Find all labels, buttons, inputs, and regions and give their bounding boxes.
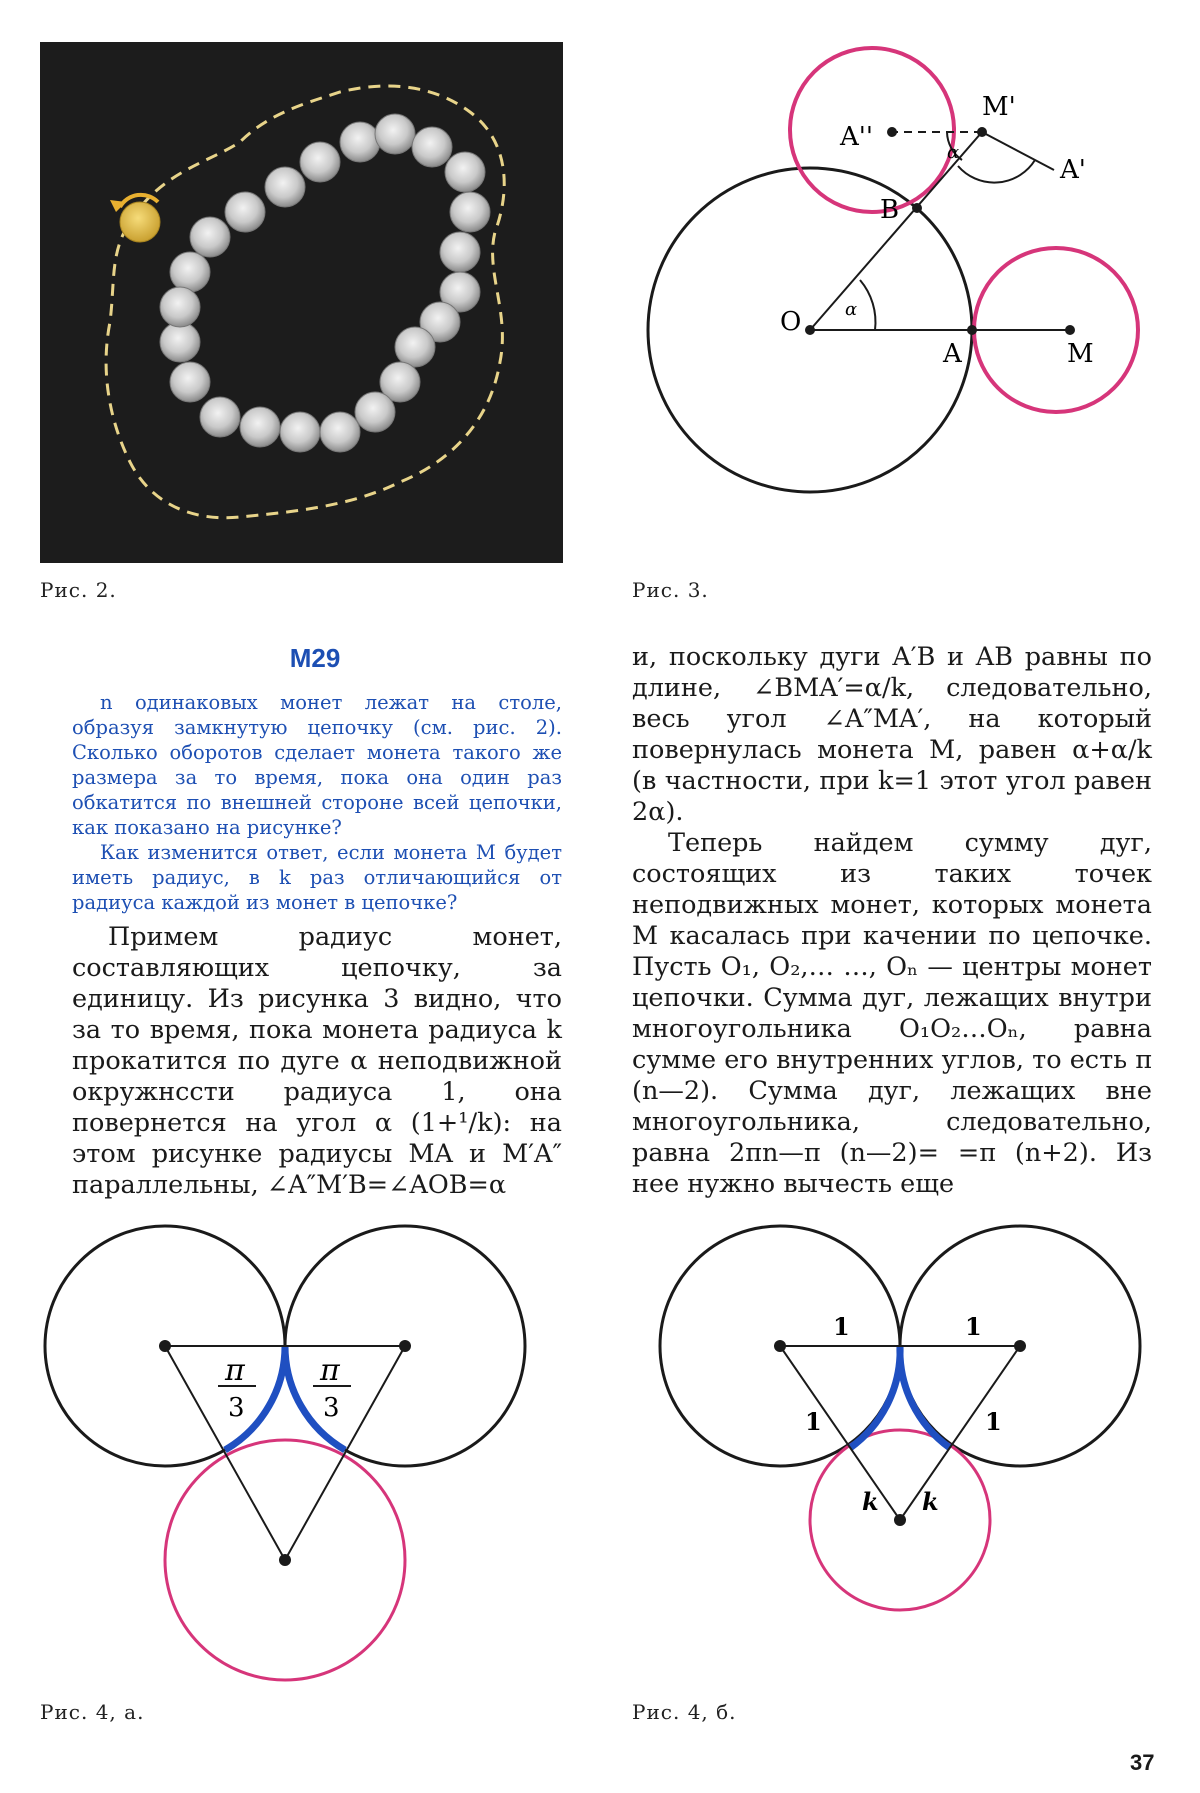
radius-M-prime-A-prime xyxy=(982,132,1054,170)
point-B xyxy=(912,203,922,213)
center-triangle xyxy=(165,1346,405,1560)
coin-group xyxy=(160,114,490,452)
coin xyxy=(440,232,480,272)
center-left xyxy=(159,1340,171,1352)
label-A-double-prime: A'' xyxy=(840,122,874,152)
coin xyxy=(355,392,395,432)
label-B: B xyxy=(880,195,900,225)
coin xyxy=(375,114,415,154)
solution-right-column xyxy=(632,642,1152,1200)
coin xyxy=(280,412,320,452)
point-A-double-prime xyxy=(887,127,897,137)
coin xyxy=(450,192,490,232)
angle-arc-rotation xyxy=(958,160,1035,183)
side-label-left: 1 xyxy=(805,1407,822,1436)
center-bottom xyxy=(279,1554,291,1566)
point-A xyxy=(967,325,977,335)
fig4a-caption: Рис. 4, а. xyxy=(40,1700,145,1724)
coin-chain-illustration xyxy=(40,42,563,563)
coin xyxy=(300,142,340,182)
coin xyxy=(170,252,210,292)
coin xyxy=(240,407,280,447)
side-label-right: 1 xyxy=(985,1407,1002,1436)
solution-paragraph-1: Примем радиус монет, составляющих цепочку, за единицу. Из рисунка 3 видно, что за то время, пока монета радиуса k прокатится по дуге α неподвижной окружнссти радиуса 1, она повернется на угол α (1+¹/k): на этом рисунке радиусы MA и M′A″ параллельны, ∠A″M′B=∠AOB=α xyxy=(72,922,562,1200)
side-label-top-right: 1 xyxy=(965,1312,982,1341)
label-alpha-top: α xyxy=(947,142,960,163)
rolling-coin xyxy=(120,202,160,242)
coin xyxy=(412,127,452,167)
fig4b-caption: Рис. 4, б. xyxy=(632,1700,737,1724)
solution-paragraph-2: и, поскольку дуги A′B и AB равны по длине, ∠BMA′=α/k, следовательно, весь угол ∠A″MA′, на который повернулась монета M, равен α+α/k (в частности, при k=1 этот угол равен 2α). xyxy=(632,642,1152,827)
solution-paragraph-3: Теперь найдем сумму дуг, состоящих из таких точек неподвижных монет, которых монета M касалась при качении по цепочке. Пусть O₁, O₂,… …, Oₙ — центры монет цепочки. Сумма дуг, лежащих внутри многоугольника O₁O₂…Oₙ, равна сумме его внутренних углов, то есть π (n—2). Сумма дуг, лежащих вне многоугольника, следовательно, равна 2πn—π (n—2)= =π (n+2). Из нее нужно вычесть еще xyxy=(632,828,1152,1199)
label-A: A xyxy=(943,339,962,369)
label-M: M xyxy=(1067,339,1094,369)
problem-title: М29 xyxy=(289,643,341,673)
center-bottom xyxy=(894,1514,906,1526)
angle-label-right: π xyxy=(320,1353,340,1388)
point-M xyxy=(1065,325,1075,335)
coin-chain-photo xyxy=(40,42,563,563)
solution-left-column xyxy=(72,922,562,1201)
page-number: 37 xyxy=(1130,1750,1155,1775)
coin xyxy=(265,167,305,207)
angle-den-right: 3 xyxy=(323,1393,340,1423)
point-M-prime xyxy=(977,127,987,137)
coin xyxy=(225,192,265,232)
coin xyxy=(170,362,210,402)
fig3-diagram xyxy=(640,40,1180,510)
coin xyxy=(160,322,200,362)
problem-statement xyxy=(72,690,562,915)
coin xyxy=(320,412,360,452)
center-right xyxy=(399,1340,411,1352)
angle-den-left: 3 xyxy=(228,1393,245,1423)
coin xyxy=(190,217,230,257)
problem-paragraph-1: n одинаковых монет лежат на столе, образуя замкнутую цепочку (см. рис. 2). Сколько оборотов сделает монета такого же размера за то время, пока она один раз обкатится по внешней стороне всей цепочки, как показано на рисунке? xyxy=(72,691,562,839)
center-right xyxy=(1014,1340,1026,1352)
label-alpha-bottom: α xyxy=(845,299,858,320)
side-label-top-left: 1 xyxy=(833,1312,850,1341)
coin xyxy=(445,152,485,192)
fig2-caption: Рис. 2. xyxy=(40,578,117,602)
coin xyxy=(200,397,240,437)
coin xyxy=(160,287,200,327)
label-M-prime: M' xyxy=(982,92,1016,122)
angle-label-left: π xyxy=(225,1353,245,1388)
fig4a-diagram xyxy=(30,1220,550,1730)
label-A-prime: A' xyxy=(1060,155,1086,185)
k-label-left: k xyxy=(862,1487,879,1516)
point-O xyxy=(805,325,815,335)
problem-paragraph-2: Как изменится ответ, если монета M будет иметь радиус, в k раз отличающийся от радиуса каждой из монет в цепочке? xyxy=(72,841,562,914)
k-label-right: k xyxy=(922,1487,939,1516)
coin xyxy=(395,327,435,367)
center-left xyxy=(774,1340,786,1352)
fig3-caption: Рис. 3. xyxy=(632,578,709,602)
fig4b-diagram xyxy=(640,1220,1160,1690)
angle-arc-alpha-bottom xyxy=(860,280,875,330)
label-O: O xyxy=(780,307,802,337)
coin xyxy=(340,122,380,162)
